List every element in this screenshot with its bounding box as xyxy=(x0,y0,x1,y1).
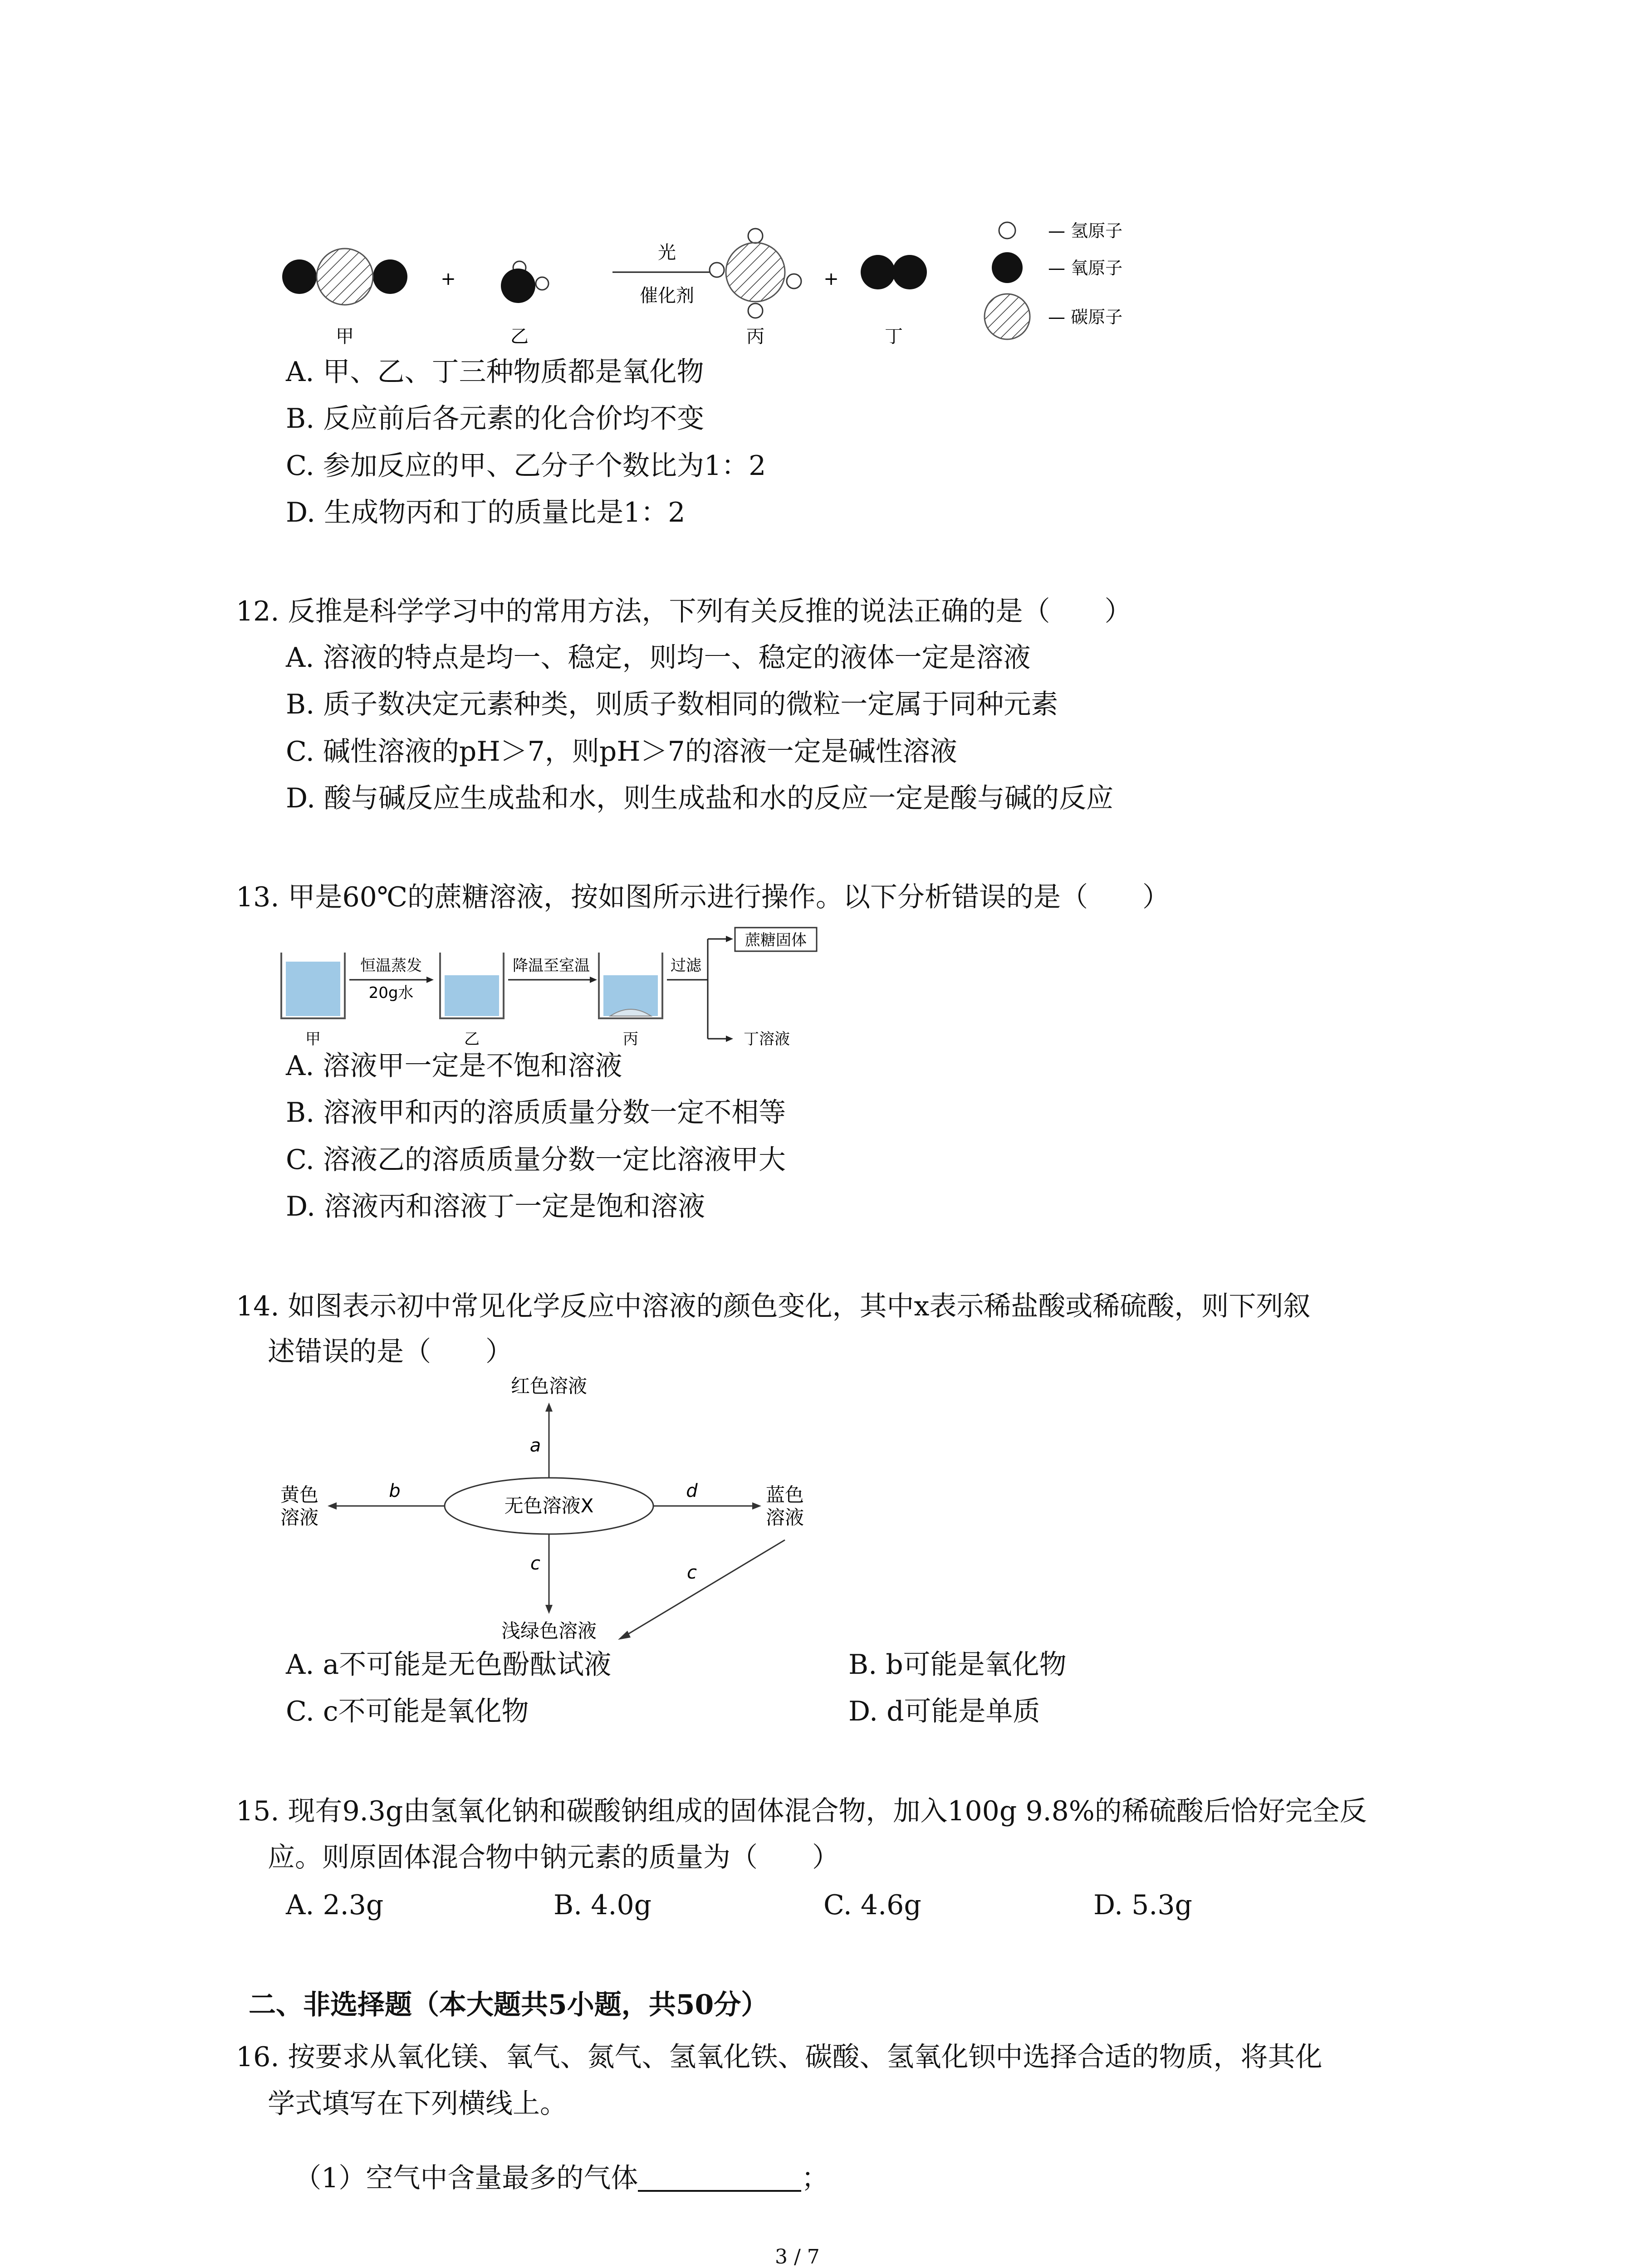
plus-sign-2: + xyxy=(823,269,839,289)
legend-hydrogen-label: — 氢原子 xyxy=(1048,221,1123,241)
label-bing: 丙 xyxy=(746,326,764,347)
q14-option-b: B. b可能是氧化物 xyxy=(848,1649,1067,1681)
page-number: 3 / 7 xyxy=(775,2245,820,2268)
q13-option-a: A. 溶液甲一定是不饱和溶液 xyxy=(286,1050,622,1082)
edge-b-label: b xyxy=(389,1481,401,1501)
q11-option-a: A. 甲、乙、丁三种物质都是氧化物 xyxy=(286,356,704,388)
q15-option-a: A. 2.3g xyxy=(286,1889,384,1921)
q14-color-diagram xyxy=(263,1370,853,1651)
oxygen-atom-icon xyxy=(992,252,1023,283)
arrow-label-top: 光 xyxy=(658,242,676,263)
top-label: 红色溶液 xyxy=(510,1375,588,1397)
molecule-jia xyxy=(282,249,407,305)
q11-option-d: D. 生成物丙和丁的质量比是1：2 xyxy=(286,497,686,528)
reaction-arrow xyxy=(612,269,721,276)
q15-option-d: D. 5.3g xyxy=(1093,1889,1192,1921)
q12-stem: 12. 反推是科学学习中的常用方法，下列有关反推的说法正确的是（ ） xyxy=(236,596,1132,627)
q13-process-diagram xyxy=(272,925,853,1052)
q14-stem-line1: 14. 如图表示初中常见化学反应中溶液的颜色变化，其中x表示稀盐酸或稀硫酸，则下列叙 xyxy=(236,1290,1311,1322)
step1-top-label: 恒温蒸发 xyxy=(360,957,422,975)
hydrogen-atom-icon xyxy=(999,222,1015,239)
q14-stem-line2: 述错误的是（ ） xyxy=(268,1336,513,1368)
q12-option-b: B. 质子数决定元素种类，则质子数相同的微粒一定属于同种元素 xyxy=(286,689,1058,720)
carbon-atom-icon xyxy=(985,294,1030,339)
label-ding: 丁 xyxy=(885,326,903,347)
q12-option-a: A. 溶液的特点是均一、稳定，则均一、稳定的液体一定是溶液 xyxy=(286,642,1031,674)
left-label-1: 黄色 xyxy=(280,1484,319,1506)
q14-option-c: C. c不可能是氧化物 xyxy=(286,1696,529,1727)
edge-c1-label: c xyxy=(530,1553,540,1574)
edge-c2-label: c xyxy=(687,1562,697,1583)
q16-item-1-text: （1）空气中含量最多的气体 xyxy=(294,2162,638,2194)
edge-a-label: a xyxy=(529,1435,541,1456)
q11-molecule-diagram xyxy=(254,195,1207,367)
q15-option-b: B. 4.0g xyxy=(554,1889,652,1921)
legend-oxygen-label: — 氧原子 xyxy=(1048,258,1123,278)
q16-stem-line1: 16. 按要求从氧化镁、氧气、氮气、氢氧化铁、碳酸、氢氧化钡中选择合适的物质，将其化 xyxy=(236,2041,1323,2073)
q12-option-d: D. 酸与碱反应生成盐和水，则生成盐和水的反应一定是酸与碱的反应 xyxy=(286,782,1114,814)
label-yi: 乙 xyxy=(510,326,529,347)
q11-option-c: C. 参加反应的甲、乙分子个数比为1：2 xyxy=(286,450,766,482)
q13-stem: 13. 甲是60℃的蔗糖溶液，按如图所示进行操作。以下分析错误的是（ ） xyxy=(236,881,1170,913)
q14-option-a: A. a不可能是无色酚酞试液 xyxy=(286,1649,612,1681)
section-2-title: 二、非选择题（本大题共5小题，共50分） xyxy=(249,1989,769,2021)
center-label: 无色溶液X xyxy=(504,1495,594,1517)
q13-option-b: B. 溶液甲和丙的溶质质量分数一定不相等 xyxy=(286,1097,786,1129)
edge-d-label: d xyxy=(686,1481,698,1501)
right-label-2: 溶液 xyxy=(765,1506,804,1529)
molecule-bing xyxy=(710,229,801,318)
q15-option-c: C. 4.6g xyxy=(823,1889,921,1921)
beaker-jia xyxy=(281,953,345,1018)
q16-item-1-end: ； xyxy=(801,2162,829,2194)
label-jia: 甲 xyxy=(336,326,354,347)
step1-bottom-label: 20g水 xyxy=(368,984,414,1002)
beaker-label-yi: 乙 xyxy=(464,1030,480,1048)
output-solid-label: 蔗糖固体 xyxy=(745,931,807,949)
q15-stem-line1: 15. 现有9.3g由氢氧化钠和碳酸钠组成的固体混合物，加入100g 9.8%的稀硫酸后恰好完全反 xyxy=(236,1795,1367,1827)
beaker-yi xyxy=(440,953,504,1018)
right-label-1: 蓝色 xyxy=(765,1484,804,1506)
plus-sign-1: + xyxy=(441,269,456,289)
legend xyxy=(985,221,1122,339)
step2-label: 降温至室温 xyxy=(513,957,590,975)
q16-item-1 xyxy=(277,2137,828,2192)
q12-option-c: C. 碱性溶液的pH＞7，则pH＞7的溶液一定是碱性溶液 xyxy=(286,736,957,767)
answer-blank[interactable] xyxy=(638,2166,801,2192)
molecule-ding xyxy=(861,255,927,289)
arrow-label-bottom: 催化剂 xyxy=(640,285,694,306)
legend-carbon-label: — 碳原子 xyxy=(1048,307,1123,327)
beaker-label-jia: 甲 xyxy=(305,1030,321,1048)
beaker-label-bing: 丙 xyxy=(623,1030,638,1048)
molecule-yi xyxy=(501,261,549,303)
q13-option-d: D. 溶液丙和溶液丁一定是饱和溶液 xyxy=(286,1191,705,1222)
q14-option-d: D. d可能是单质 xyxy=(848,1696,1040,1727)
beaker-bing xyxy=(599,953,662,1018)
q13-option-c: C. 溶液乙的溶质质量分数一定比溶液甲大 xyxy=(286,1144,786,1176)
left-label-2: 溶液 xyxy=(280,1506,319,1529)
output-liquid-label: 丁溶液 xyxy=(744,1030,790,1048)
q16-stem-line2: 学式填写在下列横线上。 xyxy=(268,2088,567,2120)
q11-option-b: B. 反应前后各元素的化合价均不变 xyxy=(286,403,705,435)
q15-stem-line2: 应。则原固体混合物中钠元素的质量为（ ） xyxy=(268,1842,839,1873)
step3-label: 过滤 xyxy=(671,957,701,975)
bottom-label: 浅绿色溶液 xyxy=(501,1620,597,1642)
